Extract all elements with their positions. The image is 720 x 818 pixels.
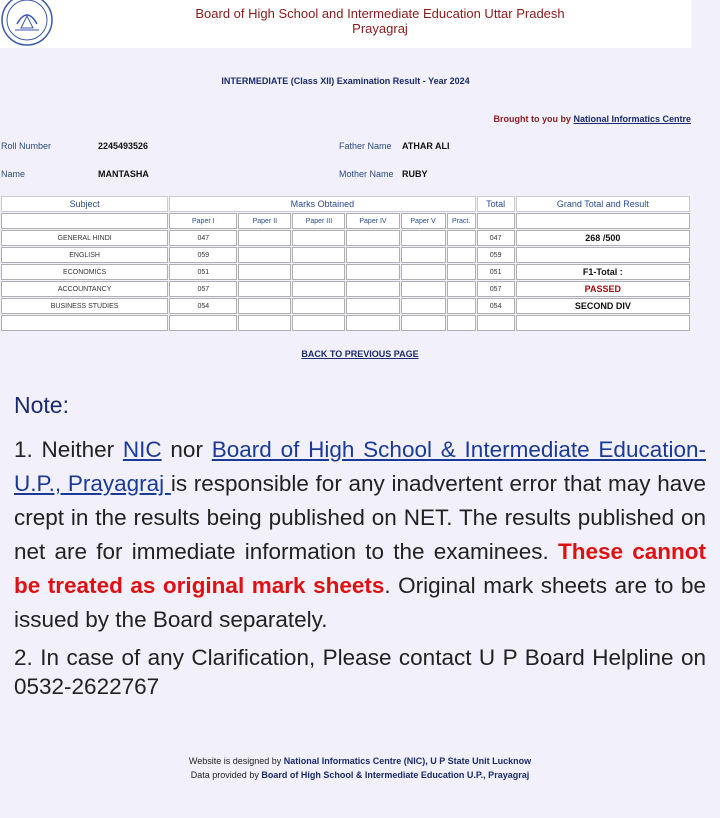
paper1-cell: 047 (169, 230, 237, 246)
father-label: Father Name (339, 141, 392, 151)
nic-note-link[interactable]: NIC (122, 437, 162, 462)
board-city: Prayagraj (352, 21, 408, 36)
result-cell (516, 247, 690, 263)
total-cell: 054 (477, 298, 515, 314)
total-header: Total (477, 196, 515, 212)
table-row (1, 264, 690, 280)
empty-cell (516, 213, 690, 229)
note-heading: Note: (14, 392, 69, 418)
note-paragraph-1 (14, 433, 706, 637)
warning-text: These cannot be treated as original mark sheets (14, 539, 706, 598)
paper-header: Paper II (238, 213, 291, 229)
table-row (1, 298, 690, 314)
subject-cell: ENGLISH (1, 247, 168, 263)
mother-label: Mother Name (339, 169, 394, 179)
footer-line-1 (0, 756, 720, 766)
footer-text: Data provided by (190, 770, 262, 780)
marks-table (0, 195, 691, 332)
subject-cell: ECONOMICS (1, 264, 168, 280)
note-text: nor (161, 437, 212, 462)
total-cell: 051 (477, 264, 515, 280)
note-text: 1. Neither (14, 437, 123, 462)
up-emblem-icon (1, 0, 53, 46)
grand-total-cell: 268 /500 (516, 230, 690, 246)
subject-header: Subject (1, 196, 168, 212)
result-label-cell: F1-Total : (516, 264, 690, 280)
footer-text: Website is designed by (188, 756, 284, 766)
name-value: MANTASHA (98, 169, 149, 179)
exam-title: INTERMEDIATE (Class XII) Examination Result - Year 2024 (221, 76, 470, 86)
footer-org: National Informatics Centre (NIC), U P State Unit Lucknow (283, 756, 532, 766)
board-title (160, 6, 600, 36)
empty-cell (477, 213, 515, 229)
roll-value: 2245493526 (98, 141, 149, 151)
note-text: . Original mark sheets are to be issued by the Board separately. (14, 573, 706, 632)
subject-cell: ACCOUNTANCY (1, 281, 168, 297)
empty-cell (1, 213, 168, 229)
brought-by (493, 114, 691, 124)
back-to-previous-link[interactable]: BACK TO PREVIOUS PAGE (301, 349, 419, 359)
paper-header-row (1, 213, 690, 229)
total-cell: 047 (477, 230, 515, 246)
paper1-cell: 059 (169, 247, 237, 263)
paper1-cell: 057 (169, 281, 237, 297)
grand-total-header: Grand Total and Result (516, 196, 690, 212)
paper-header: Paper I (169, 213, 237, 229)
name-label: Name (1, 169, 26, 179)
result-status-cell: PASSED (516, 281, 690, 297)
table-row (1, 247, 690, 263)
subject-cell: GENERAL HINDI (1, 230, 168, 246)
total-cell: 059 (477, 247, 515, 263)
page-header (0, 0, 691, 48)
paper-header: Paper III (292, 213, 345, 229)
table-row-empty (1, 315, 690, 331)
division-cell: SECOND DIV (516, 298, 690, 314)
footer-line-2 (0, 770, 720, 780)
mother-value: RUBY (402, 169, 428, 179)
board-name: Board of High School and Intermediate Education Uttar Pradesh (195, 6, 565, 21)
table-header-row (1, 196, 690, 212)
father-value: ATHAR ALI (402, 141, 450, 151)
subject-cell: BUSINESS STUDIES (1, 298, 168, 314)
paper-header: Paper IV (346, 213, 399, 229)
table-row (1, 281, 690, 297)
total-cell: 057 (477, 281, 515, 297)
table-row (1, 230, 690, 246)
paper-header: Pract. (447, 213, 476, 229)
paper1-cell: 051 (169, 264, 237, 280)
brought-prefix: Brought to you by (493, 114, 571, 124)
nic-link[interactable]: National Informatics Centre (573, 114, 691, 124)
note-paragraph-2: 2. In case of any Clarification, Please contact U P Board Helpline on 0532-2622767 (14, 645, 706, 699)
board-note-link[interactable]: Board of High School & Intermediate Education-U.P., Prayagraj (14, 437, 706, 496)
paper-header: Paper V (401, 213, 446, 229)
roll-label: Roll Number (1, 141, 52, 151)
note-text: is responsible for any inadvertent error that may have crept in the results being published on NET. The results published on net are for immediate information to the examinees. (14, 471, 706, 564)
marks-header: Marks Obtained (169, 196, 475, 212)
footer-org: Board of High School & Intermediate Education U.P., Prayagraj (261, 770, 530, 780)
paper1-cell: 054 (169, 298, 237, 314)
